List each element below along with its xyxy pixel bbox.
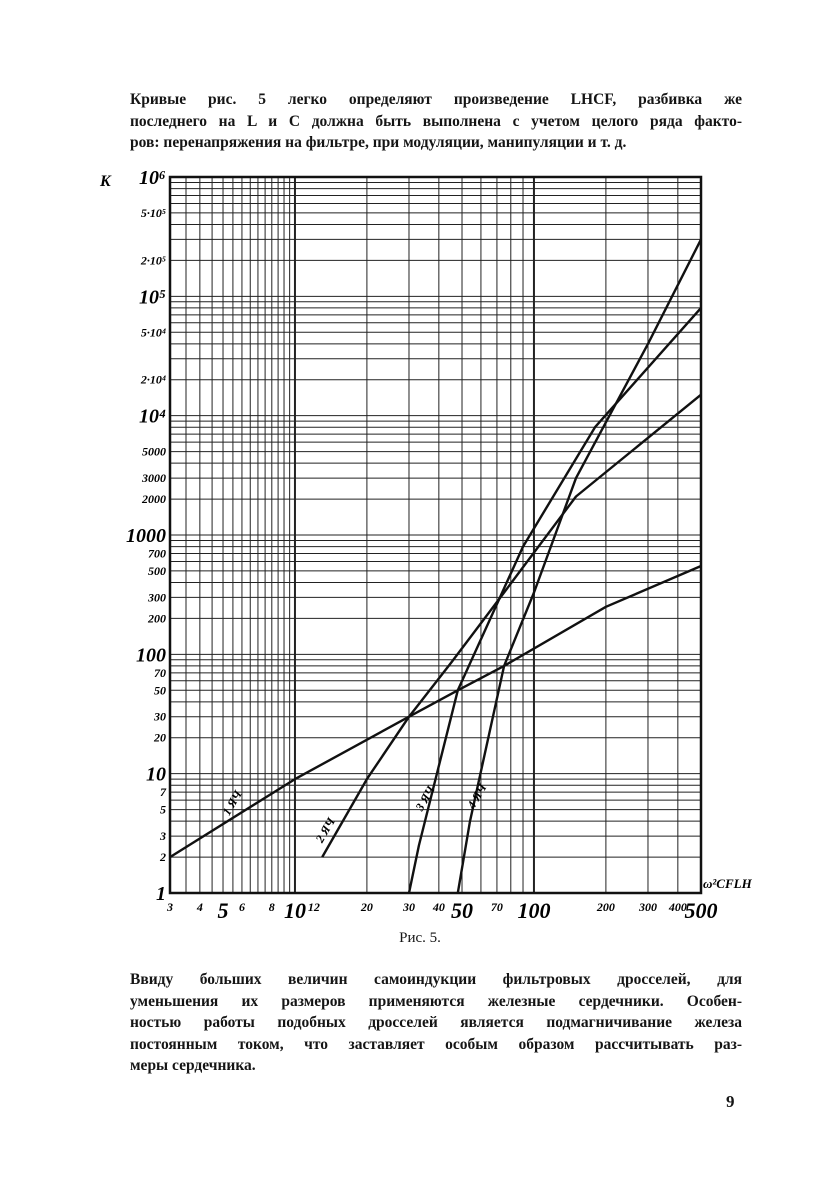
x-tick-label: 200 xyxy=(596,900,615,914)
x-tick-label: 3 xyxy=(167,900,173,914)
x-tick-label: 50 xyxy=(451,898,474,923)
series-label-2: 2 ЯЧ xyxy=(312,815,338,845)
paragraph-line: ров: перенапряжения на фильтре, при модуляции, манипуляции и т. д. xyxy=(130,134,627,151)
paragraph-line: последнего на L и C должна быть выполнена с учетом целого ряда факто- xyxy=(130,112,742,130)
y-tick-label: 10 xyxy=(146,763,166,786)
y-tick-label: 10⁵ xyxy=(139,286,166,309)
x-tick-label: 300 xyxy=(638,900,657,914)
paragraph-line: Ввиду больших величин самоиндукции фильтровых дросселей, для xyxy=(130,971,742,988)
x-tick-label: 12 xyxy=(307,900,320,914)
chart-curves xyxy=(170,239,701,893)
x-tick-label: 5 xyxy=(217,898,229,923)
series-label-1: 1 ЯЧ xyxy=(219,787,245,818)
y-tick-label: 100 xyxy=(136,644,166,667)
y-tick-label: 20 xyxy=(154,730,166,745)
chart-labels xyxy=(99,173,753,891)
y-tick-label: 5·10⁴ xyxy=(140,325,166,340)
y-tick-label: 3 xyxy=(160,829,166,844)
series-line-4 xyxy=(458,239,701,893)
paragraph-line: уменьшения их размеров применяются железные сердечники. Особен- xyxy=(130,992,742,1010)
x-tick-label: 20 xyxy=(360,900,373,914)
paragraph-line: постоянным током, что заставляет особым образом рассчитывать раз- xyxy=(130,1035,742,1053)
y-tick-label: 5·10⁵ xyxy=(140,205,166,220)
x-tick-label: 500 xyxy=(684,898,718,923)
x-tick-label: 10 xyxy=(283,898,306,923)
x-axis-title: ω²CFLH xyxy=(703,876,752,891)
y-tick-label: 7 xyxy=(160,785,166,800)
y-tick-label: 1 xyxy=(156,883,166,905)
x-tick-label: 70 xyxy=(490,900,503,914)
series-line-2 xyxy=(322,395,701,857)
paragraph-line: ностью работы подобных дросселей является подмагничивание железа xyxy=(130,1014,742,1031)
chart-grid xyxy=(170,177,701,893)
y-tick-label: 2000 xyxy=(142,492,166,507)
page-number: 9 xyxy=(726,1092,735,1111)
paragraph-bottom xyxy=(130,969,742,1077)
y-tick-label: 2·10⁴ xyxy=(140,372,166,387)
y-tick-label: 70 xyxy=(154,665,166,680)
y-tick-label: 10⁶ xyxy=(139,167,166,189)
figure-caption: Рис. 5. xyxy=(399,930,441,946)
y-tick-label: 300 xyxy=(148,590,166,605)
y-tick-label: 10⁴ xyxy=(139,405,166,428)
y-tick-label: 5000 xyxy=(142,444,166,459)
paragraph-line: Кривые рис. 5 легко определяют произведение LHCF, разбивка же xyxy=(130,91,742,108)
y-tick-label: 30 xyxy=(154,709,166,724)
y-tick-label: 200 xyxy=(148,611,166,626)
y-tick-label: 2·10⁵ xyxy=(140,253,166,268)
x-tick-label: 4 xyxy=(196,900,203,914)
y-tick-label: 1000 xyxy=(126,525,166,547)
x-tick-label: 8 xyxy=(268,900,275,914)
x-tick-label: 40 xyxy=(432,900,445,914)
series-line-1 xyxy=(170,566,701,857)
y-tick-label: 500 xyxy=(148,563,166,578)
y-tick-label: 50 xyxy=(154,683,166,698)
paragraph-line: меры сердечника. xyxy=(130,1057,256,1074)
x-tick-label: 400 xyxy=(668,900,687,914)
series-line-3 xyxy=(409,308,701,893)
x-tick-label: 100 xyxy=(517,898,551,923)
y-tick-label: 3000 xyxy=(142,471,166,486)
x-tick-label: 6 xyxy=(238,900,245,914)
y-tick-label: 5 xyxy=(160,802,166,817)
series-label-4: 4 ЯЧ xyxy=(464,781,490,812)
y-tick-label: 2 xyxy=(160,850,166,865)
y-axis-title: K xyxy=(100,173,111,190)
y-tick-label: 700 xyxy=(148,546,166,561)
x-tick-label: 30 xyxy=(402,900,415,914)
series-label-3: 3 ЯЧ xyxy=(412,783,438,814)
